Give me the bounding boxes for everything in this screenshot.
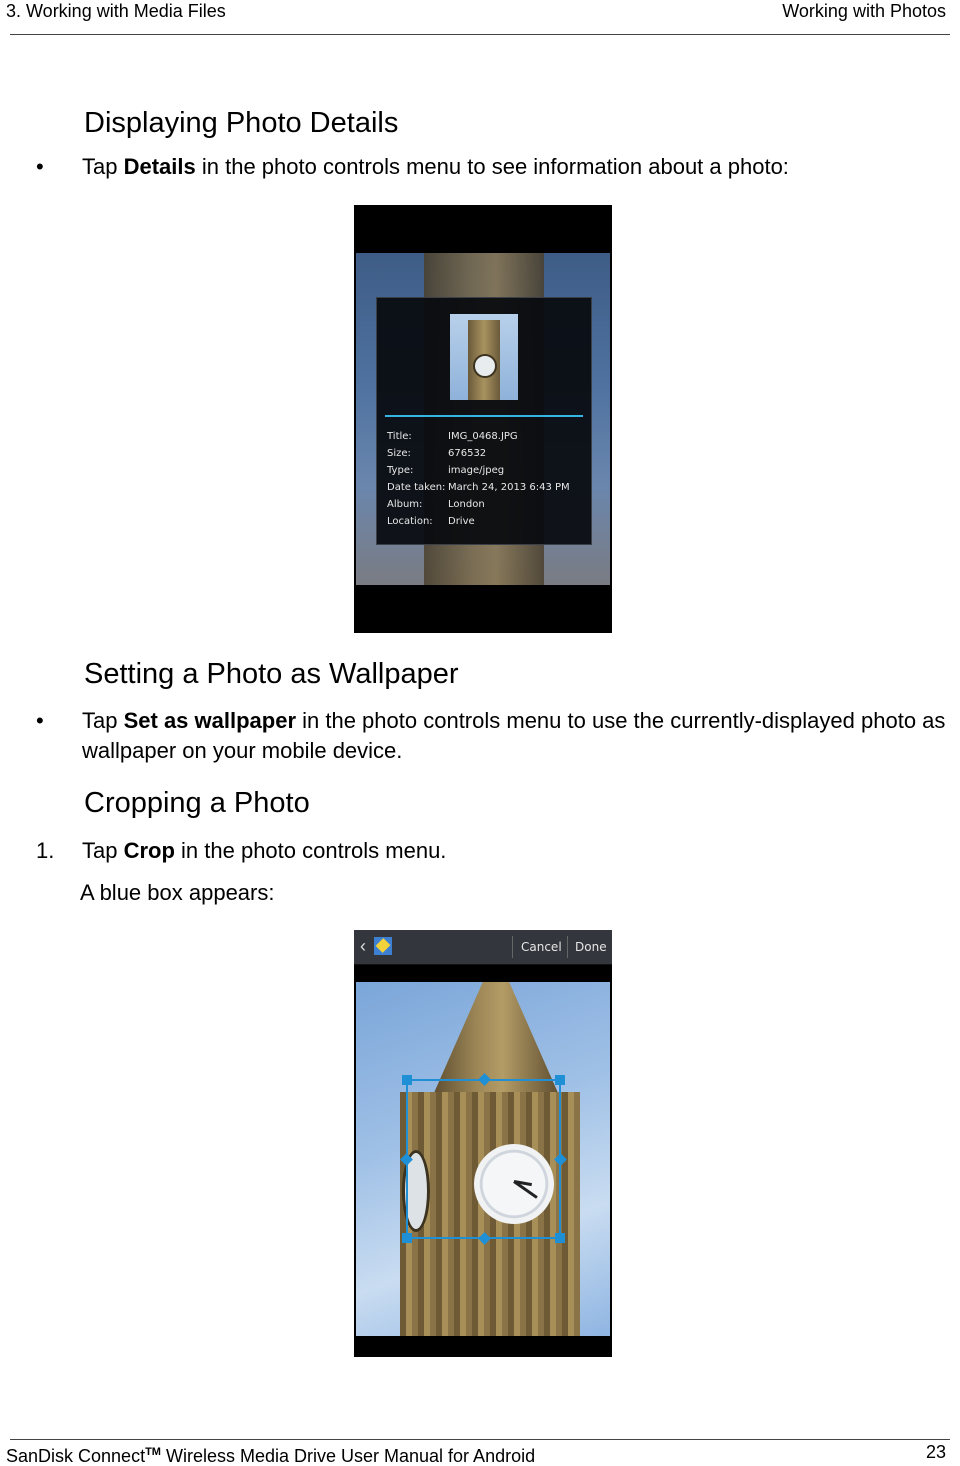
- details-list: [387, 428, 570, 530]
- detail-key: Size:: [387, 448, 411, 459]
- detail-key: Title:: [387, 431, 412, 442]
- detail-key: Type:: [387, 465, 414, 476]
- detail-key: Date taken:: [387, 482, 446, 493]
- detail-value: image/jpeg: [448, 465, 505, 476]
- instruction-text: Tap: [82, 838, 124, 863]
- detail-value: IMG_0468.JPG: [448, 431, 518, 442]
- crop-note: A blue box appears:: [80, 880, 275, 905]
- thumbnail-clock: [473, 354, 497, 378]
- wallpaper-instruction: [82, 706, 952, 766]
- cancel-button: Cancel: [521, 940, 562, 954]
- running-header-chapter: 3. Working with Media Files: [6, 1, 226, 21]
- instruction-text: Tap: [82, 708, 124, 733]
- crop-corner-handle: [555, 1075, 565, 1085]
- details-row: [387, 479, 570, 496]
- photo-thumbnail: [450, 314, 518, 400]
- detail-key: Location:: [387, 516, 433, 527]
- heading-cropping: Cropping a Photo: [84, 787, 310, 819]
- instruction-text: Tap: [82, 154, 124, 179]
- instruction-text: in the photo controls menu to see information about a photo:: [195, 154, 789, 179]
- details-row: [387, 513, 570, 530]
- action-bar: [354, 930, 612, 965]
- details-row: [387, 428, 570, 445]
- running-header-section: Working with Photos: [782, 1, 946, 21]
- crop-screenshot: [354, 930, 612, 1357]
- heading-wallpaper: Setting a Photo as Wallpaper: [84, 658, 459, 690]
- done-button: Done: [575, 940, 607, 954]
- detail-value: London: [448, 499, 485, 510]
- crop-instruction: [82, 836, 952, 866]
- instruction-text: in the photo controls menu.: [174, 838, 447, 863]
- crop-menu-term: Crop: [123, 838, 175, 863]
- crop-box: [406, 1079, 561, 1239]
- detail-value: Drive: [448, 516, 475, 527]
- footer-title: [6, 1442, 535, 1466]
- heading-photo-details: Displaying Photo Details: [84, 107, 399, 139]
- details-menu-term: Details: [123, 154, 196, 179]
- detail-key: Album:: [387, 499, 423, 510]
- gallery-app-icon: [374, 937, 392, 955]
- details-row: [387, 496, 570, 513]
- page-number: 23: [925, 1442, 946, 1462]
- dialog-divider: [385, 415, 583, 417]
- back-chevron-icon: ‹: [360, 936, 366, 956]
- detail-value: 676532: [448, 448, 487, 459]
- footer-product: SanDisk Connect: [6, 1446, 146, 1466]
- details-row: [387, 462, 570, 479]
- instruction-text: in the photo controls menu to use the currently-displayed photo as wallpaper on your mobile device.: [82, 708, 946, 763]
- trademark-mark: TM: [145, 1446, 161, 1458]
- bullet-marker: •: [36, 708, 44, 733]
- photo-being-cropped: [356, 982, 610, 1336]
- footer-manual-name: Wireless Media Drive User Manual for Android: [160, 1446, 536, 1466]
- action-bar-divider: [512, 936, 513, 958]
- details-dialog: [376, 297, 592, 545]
- crop-corner-handle: [402, 1075, 412, 1085]
- crop-corner-handle: [402, 1233, 412, 1243]
- step-number: 1.: [36, 838, 55, 863]
- details-instruction: [82, 152, 952, 182]
- footer-rule: [10, 1439, 950, 1440]
- details-screenshot: [354, 205, 612, 633]
- action-bar-divider: [567, 936, 568, 958]
- header-rule: [10, 34, 950, 35]
- detail-value: March 24, 2013 6:43 PM: [448, 482, 570, 493]
- crop-corner-handle: [555, 1233, 565, 1243]
- details-row: [387, 445, 570, 462]
- wallpaper-menu-term: Set as wallpaper: [123, 708, 297, 733]
- bullet-marker: •: [36, 154, 44, 179]
